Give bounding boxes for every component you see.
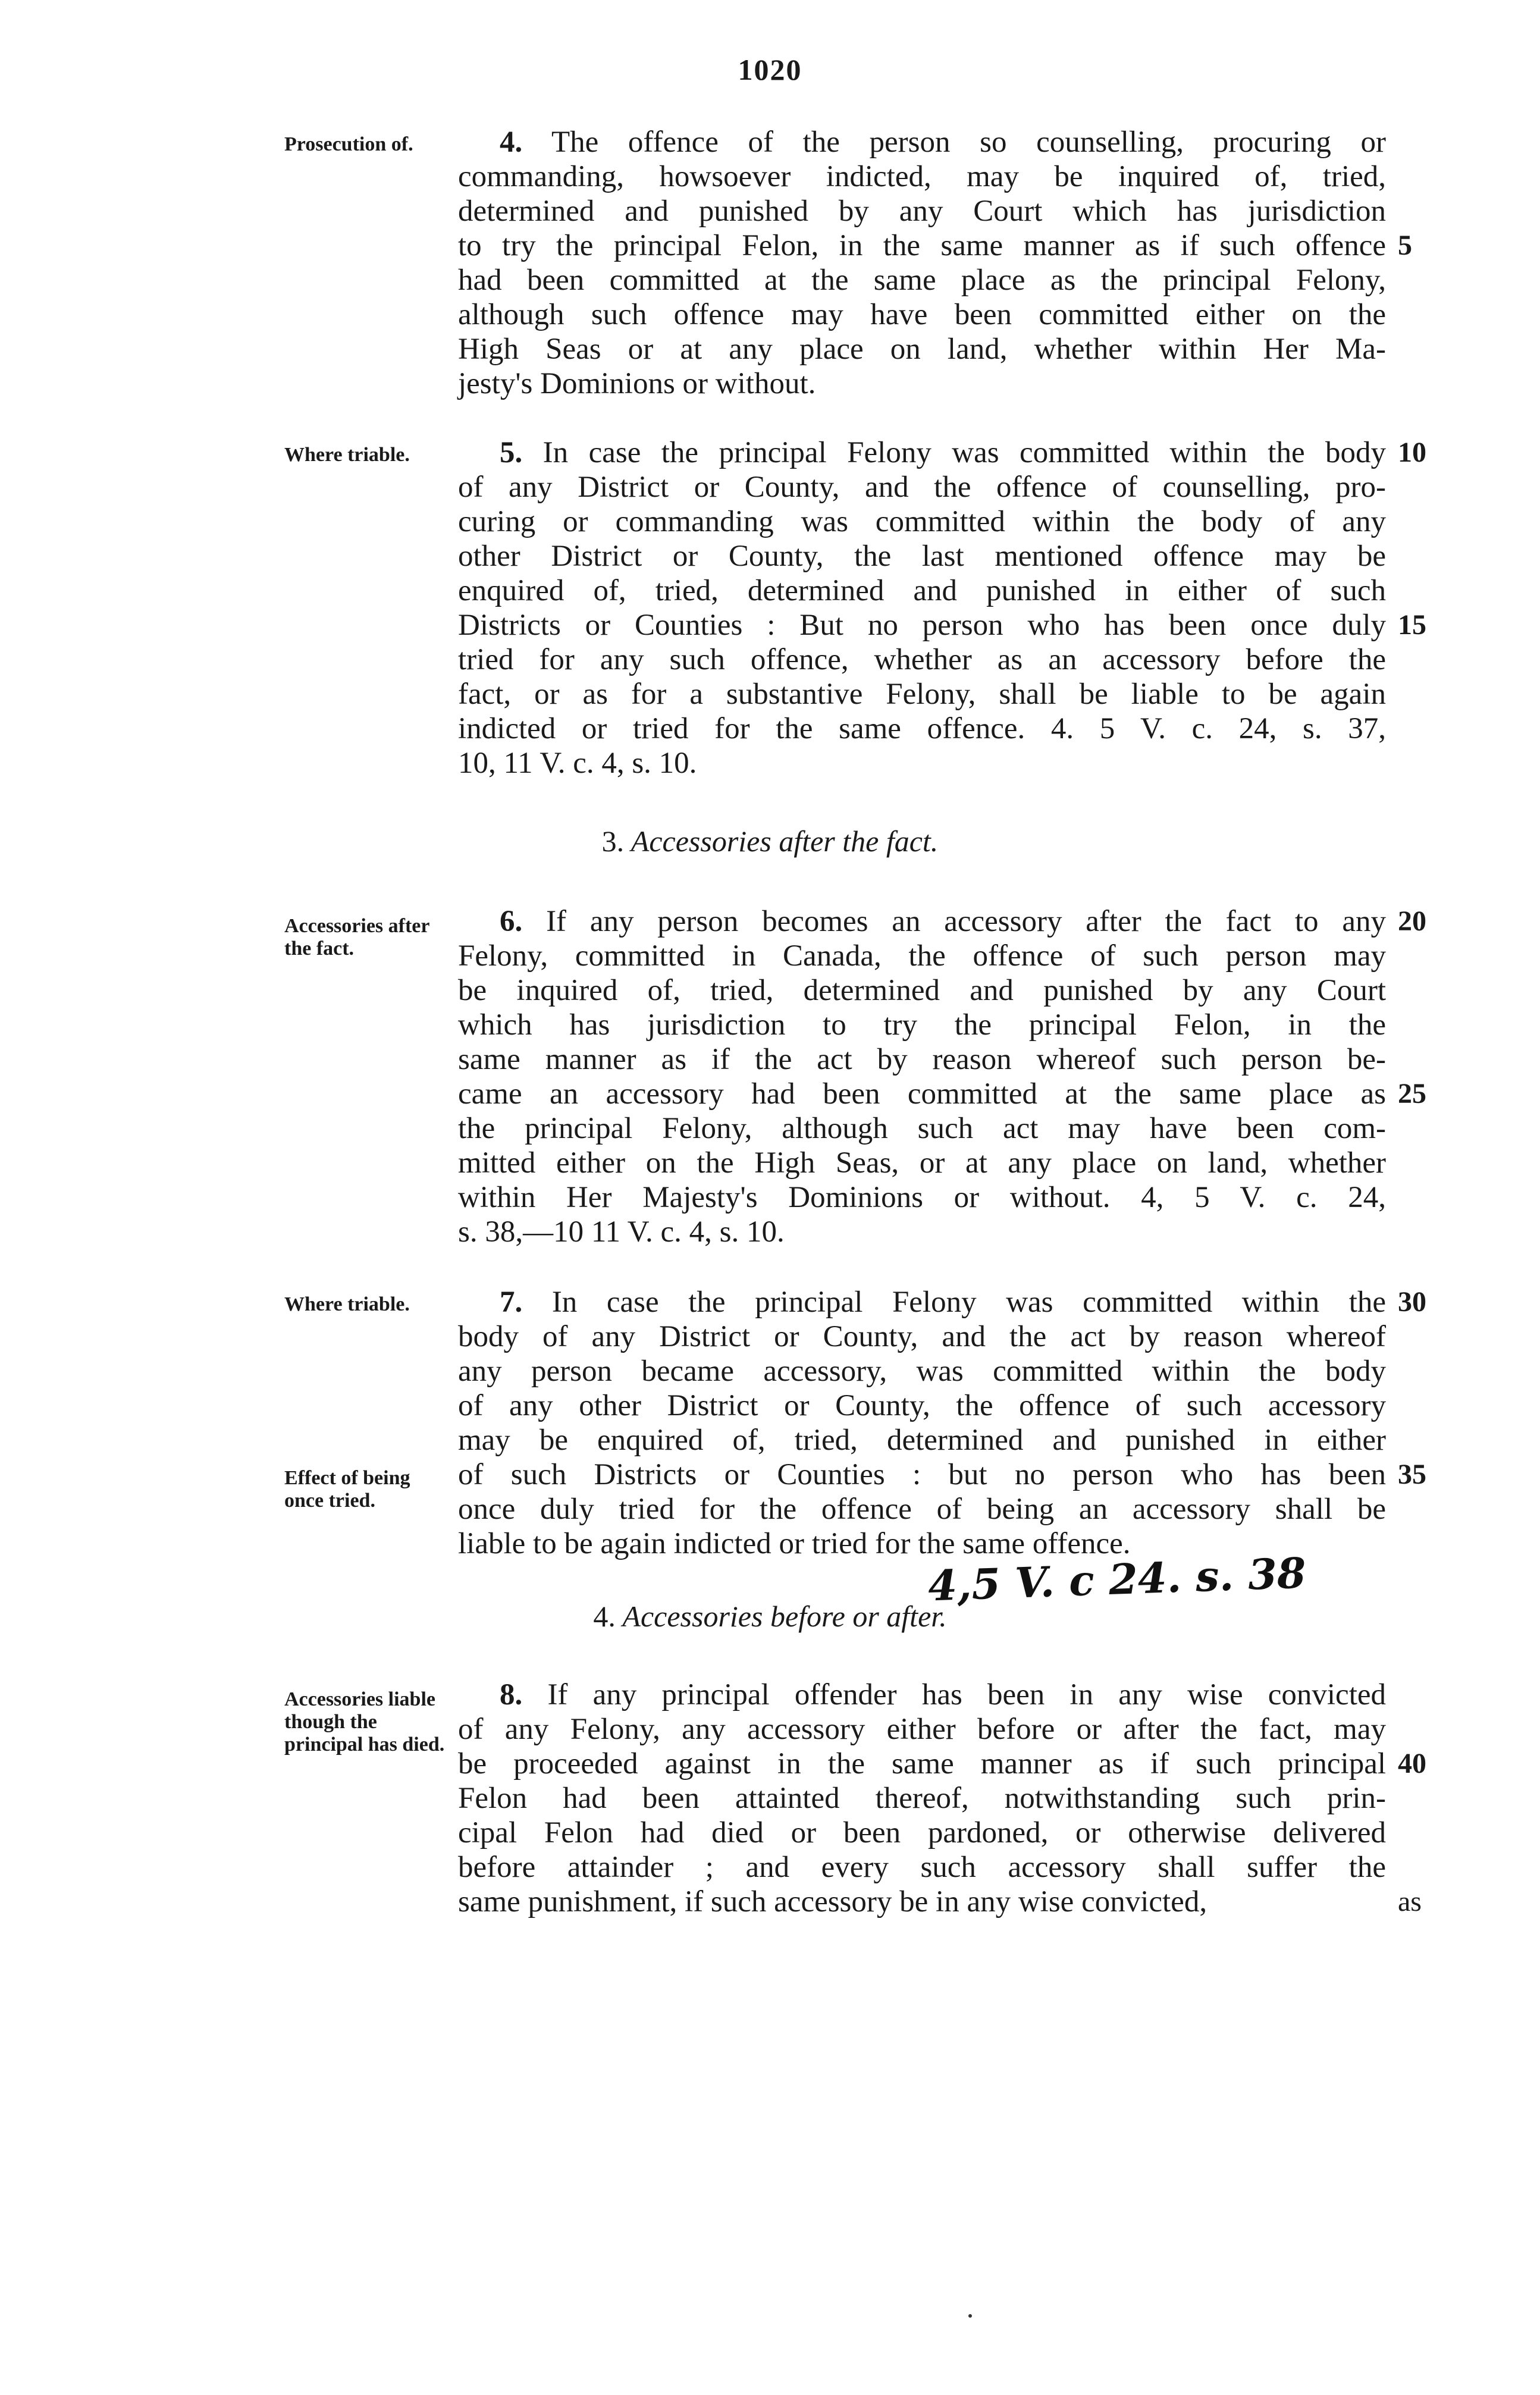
text-line: Felony, committed in Canada, the offence of such person may	[458, 939, 1386, 973]
line-number: 10	[1398, 437, 1426, 468]
text-line: the principal Felony, although such act may have been com-	[458, 1112, 1386, 1145]
margin-note: Where triable.	[284, 444, 410, 466]
text-line: Districts or Counties : But no person who has been once duly	[458, 609, 1386, 642]
text-line: of any District or County, and the offence of counselling, pro-	[458, 471, 1386, 504]
heading-text: Accessories after the fact.	[631, 825, 939, 858]
page-number: 1020	[738, 53, 802, 86]
section-text	[458, 904, 1386, 1249]
catchword: as	[1398, 1886, 1422, 1917]
section-text	[458, 1678, 1386, 1919]
section-number: 4.	[500, 126, 523, 159]
margin-note: Accessories liable though the principal has died.	[284, 1688, 445, 1756]
heading-number: 3.	[601, 825, 625, 858]
line-number: 40	[1398, 1748, 1426, 1779]
text-line: may be enquired of, tried, determined and punished in either	[458, 1424, 1386, 1457]
text-line: liable to be again indicted or tried for the same offence.	[458, 1527, 1131, 1560]
text-line: 10, 11 V. c. 4, s. 10.	[458, 747, 697, 780]
text-line: 8. If any principal offender has been in any wise convicted	[500, 1678, 1387, 1711]
section-text	[458, 125, 1386, 401]
section-text	[458, 1285, 1386, 1561]
text-line: indicted or tried for the same offence. 4. 5 V. c. 24, s. 37,	[458, 712, 1386, 745]
text-line: s. 38,—10 11 V. c. 4, s. 10.	[458, 1215, 785, 1249]
text-line: same manner as if the act by reason whereof such person be-	[458, 1043, 1386, 1076]
section-text	[458, 435, 1386, 780]
heading-text: Accessories before or after.	[622, 1600, 947, 1633]
text-line: same punishment, if such accessory be in any wise convicted,	[458, 1885, 1207, 1918]
text-line: other District or County, the last mentioned offence may be	[458, 540, 1386, 573]
text-line: determined and punished by any Court which has jurisdiction	[458, 195, 1386, 228]
section-number: 5.	[500, 436, 523, 469]
margin-note: Where triable.	[284, 1293, 410, 1315]
text-line: cipal Felon had died or been pardoned, or otherwise delivered	[458, 1816, 1386, 1849]
text-line: came an accessory had been committed at the same place as	[458, 1077, 1386, 1111]
text-line: tried for any such offence, whether as an accessory before the	[458, 643, 1386, 676]
print-speck	[968, 2314, 972, 2318]
text-line: although such offence may have been committed either on the	[458, 298, 1386, 331]
text-line: enquired of, tried, determined and punished in either of such	[458, 574, 1386, 607]
text-line: 7. In case the principal Felony was committed within the	[500, 1286, 1386, 1319]
margin-note-secondary: Effect of being once tried.	[284, 1467, 410, 1512]
text-line: of any Felony, any accessory either before or after the fact, may	[458, 1713, 1386, 1746]
text-line: within Her Majesty's Dominions or without. 4, 5 V. c. 24,	[458, 1181, 1386, 1214]
text-line: once duly tried for the offence of being an accessory shall be	[458, 1493, 1386, 1526]
text-line: jesty's Dominions or without.	[458, 367, 816, 400]
subheading	[0, 824, 1540, 858]
line-number: 20	[1398, 905, 1426, 937]
text-line: be proceeded against in the same manner as if such principal	[458, 1747, 1386, 1780]
line-number: 25	[1398, 1078, 1426, 1109]
text-line: which has jurisdiction to try the principal Felon, in the	[458, 1008, 1386, 1042]
text-line: mitted either on the High Seas, or at any place on land, whether	[458, 1146, 1386, 1180]
text-line: commanding, howsoever indicted, may be inquired of, tried,	[458, 160, 1386, 193]
line-number: 15	[1398, 609, 1426, 641]
section-number: 6.	[500, 905, 523, 938]
heading-number: 4.	[593, 1600, 616, 1633]
line-number: 5	[1398, 230, 1412, 261]
text-line: High Seas or at any place on land, whether within Her Ma-	[458, 333, 1386, 366]
text-line: any person became accessory, was committed within the body	[458, 1355, 1386, 1388]
handwritten-annotation: 4,5 V. c 24. s. 38	[927, 1548, 1307, 1611]
section-number: 8.	[500, 1678, 523, 1711]
text-line: 5. In case the principal Felony was committed within the body	[500, 436, 1386, 469]
line-number: 30	[1398, 1286, 1426, 1318]
margin-note: Accessories after the fact.	[284, 915, 429, 960]
text-line: 6. If any person becomes an accessory after the fact to any	[500, 905, 1386, 938]
text-line: of any other District or County, the offence of such accessory	[458, 1389, 1386, 1422]
text-line: to try the principal Felon, in the same manner as if such offence	[458, 229, 1386, 262]
text-line: be inquired of, tried, determined and punished by any Court	[458, 974, 1386, 1007]
text-line: fact, or as for a substantive Felony, shall be liable to be again	[458, 678, 1386, 711]
text-line: of such Districts or Counties : but no person who has been	[458, 1458, 1386, 1491]
subheading	[0, 1599, 1540, 1634]
text-line: before attainder ; and every such accessory shall suffer the	[458, 1851, 1386, 1884]
line-number: 35	[1398, 1459, 1426, 1490]
text-line: body of any District or County, and the act by reason whereof	[458, 1320, 1386, 1353]
margin-note: Prosecution of.	[284, 133, 413, 155]
text-line: Felon had been attainted thereof, notwithstanding such prin-	[458, 1782, 1386, 1815]
text-line: 4. The offence of the person so counselling, procuring or	[500, 126, 1386, 159]
text-line: curing or commanding was committed within the body of any	[458, 505, 1386, 538]
text-line: had been committed at the same place as the principal Felony,	[458, 264, 1386, 297]
section-number: 7.	[500, 1286, 523, 1319]
